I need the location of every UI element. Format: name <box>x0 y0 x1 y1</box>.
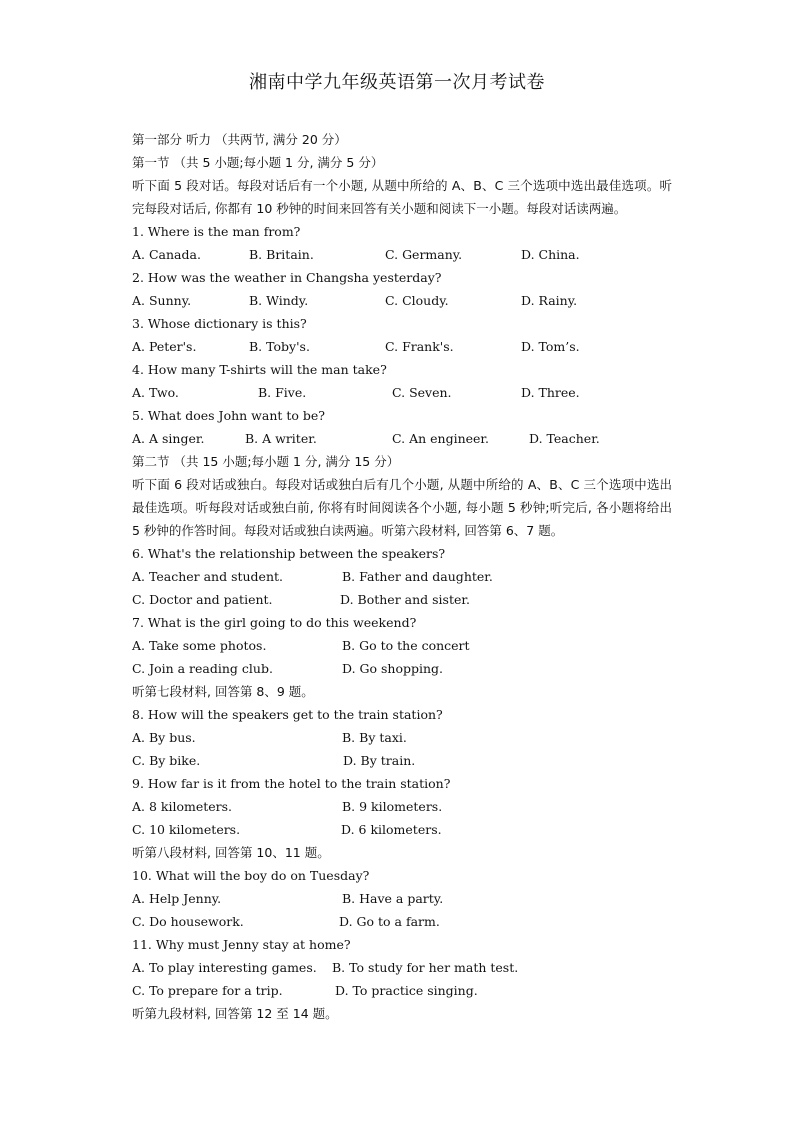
part1-heading: 第一部分 听力 （共两节, 满分 20 分） <box>132 132 347 147</box>
option-d: D. Bother and sister. <box>340 592 470 607</box>
option-a: A. Take some photos. <box>132 638 267 653</box>
section2-instructions: 听下面 6 段对话或独白。每段对话或独白后有几个小题, 从题中所给的 A、B、C 三个选项中选出最佳选项。听每段对话或独白前, 你将有时间阅读各个小题, 每小题 5 秒钟;听完后, 各小题将给出 5 秒钟的作答时间。每段对话或独白读两遍。听第六段材料, 回答第 6、7 题。 <box>132 477 672 538</box>
section-note: 听第八段材料, 回答第 10、11 题。 <box>132 845 330 860</box>
question-options <box>132 427 672 450</box>
question-stem: 6. What's the relationship between the speakers? <box>132 546 446 561</box>
question-options <box>132 243 672 266</box>
option-d: D. Go shopping. <box>342 661 444 676</box>
option-d: D. Three. <box>521 385 580 400</box>
option-c: C. An engineer. <box>392 431 489 446</box>
option-a: A. Teacher and student. <box>132 569 284 584</box>
option-c: C. 10 kilometers. <box>132 822 241 837</box>
question-options <box>132 634 672 657</box>
question-options <box>132 956 672 979</box>
option-b: B. Five. <box>258 385 307 400</box>
question-options <box>132 910 672 933</box>
option-c: C. Seven. <box>392 385 452 400</box>
option-a: A. Help Jenny. <box>132 891 222 906</box>
question-options <box>132 979 672 1002</box>
section2-heading: 第二节 （共 15 小题;每小题 1 分, 满分 15 分） <box>132 454 400 469</box>
question-options <box>132 381 672 404</box>
question-options <box>132 887 672 910</box>
option-c: C. To prepare for a trip. <box>132 983 283 998</box>
option-b: B. Britain. <box>249 247 314 262</box>
option-b: B. By taxi. <box>342 730 407 745</box>
option-b: B. Father and daughter. <box>342 569 493 584</box>
option-a: A. 8 kilometers. <box>132 799 233 814</box>
page-title: 湘南中学九年级英语第一次月考试卷 <box>249 72 545 93</box>
option-d: D. Go to a farm. <box>339 914 440 929</box>
exam-body <box>132 128 672 1025</box>
section-note: 听第九段材料, 回答第 12 至 14 题。 <box>132 1006 338 1021</box>
option-b: B. Have a party. <box>342 891 444 906</box>
option-c: C. By bike. <box>132 753 201 768</box>
option-a: A. Sunny. <box>132 293 192 308</box>
question-stem: 9. How far is it from the hotel to the train station? <box>132 776 451 791</box>
option-d: D. China. <box>521 247 580 262</box>
section1-heading: 第一节 （共 5 小题;每小题 1 分, 满分 5 分） <box>132 155 384 170</box>
question-options <box>132 335 672 358</box>
question-stem: 10. What will the boy do on Tuesday? <box>132 868 370 883</box>
option-b: B. 9 kilometers. <box>342 799 443 814</box>
option-c: C. Frank's. <box>385 339 454 354</box>
question-options <box>132 289 672 312</box>
question-options <box>132 749 672 772</box>
option-b: B. Toby's. <box>249 339 310 354</box>
option-b: B. To study for her math test. <box>332 960 519 975</box>
question-options <box>132 588 672 611</box>
question-options <box>132 795 672 818</box>
option-a: A. Canada. <box>132 247 201 262</box>
option-d: D. To practice singing. <box>335 983 478 998</box>
question-options <box>132 726 672 749</box>
option-d: D. By train. <box>343 753 416 768</box>
option-b: B. Windy. <box>249 293 309 308</box>
option-a: A. A singer. <box>132 431 205 446</box>
option-c: C. Join a reading club. <box>132 661 273 676</box>
option-b: B. Go to the concert <box>342 638 470 653</box>
option-d: D. Tom’s. <box>521 339 580 354</box>
question-stem: 8. How will the speakers get to the train station? <box>132 707 443 722</box>
option-a: A. To play interesting games. <box>132 960 317 975</box>
option-a: A. Peter's. <box>132 339 197 354</box>
option-a: A. Two. <box>132 385 179 400</box>
option-c: C. Germany. <box>385 247 463 262</box>
question-stem: 7. What is the girl going to do this weekend? <box>132 615 417 630</box>
option-c: C. Do housework. <box>132 914 244 929</box>
question-stem: 5. What does John want to be? <box>132 408 325 423</box>
option-b: B. A writer. <box>245 431 317 446</box>
option-c: C. Cloudy. <box>385 293 449 308</box>
question-options <box>132 565 672 588</box>
option-d: D. Teacher. <box>529 431 600 446</box>
question-stem: 4. How many T-shirts will the man take? <box>132 362 387 377</box>
section1-instructions: 听下面 5 段对话。每段对话后有一个小题, 从题中所给的 A、B、C 三个选项中选出最佳选项。听完每段对话后, 你都有 10 秒钟的时间来回答有关小题和阅读下一小题。每段对话读两遍。 <box>132 178 672 216</box>
section-note: 听第七段材料, 回答第 8、9 题。 <box>132 684 314 699</box>
question-options <box>132 818 672 841</box>
option-d: D. Rainy. <box>521 293 578 308</box>
option-a: A. By bus. <box>132 730 196 745</box>
option-c: C. Doctor and patient. <box>132 592 273 607</box>
question-options <box>132 657 672 680</box>
option-d: D. 6 kilometers. <box>341 822 442 837</box>
question-stem: 1. Where is the man from? <box>132 224 301 239</box>
question-stem: 3. Whose dictionary is this? <box>132 316 307 331</box>
question-stem: 11. Why must Jenny stay at home? <box>132 937 351 952</box>
question-stem: 2. How was the weather in Changsha yesterday? <box>132 270 442 285</box>
